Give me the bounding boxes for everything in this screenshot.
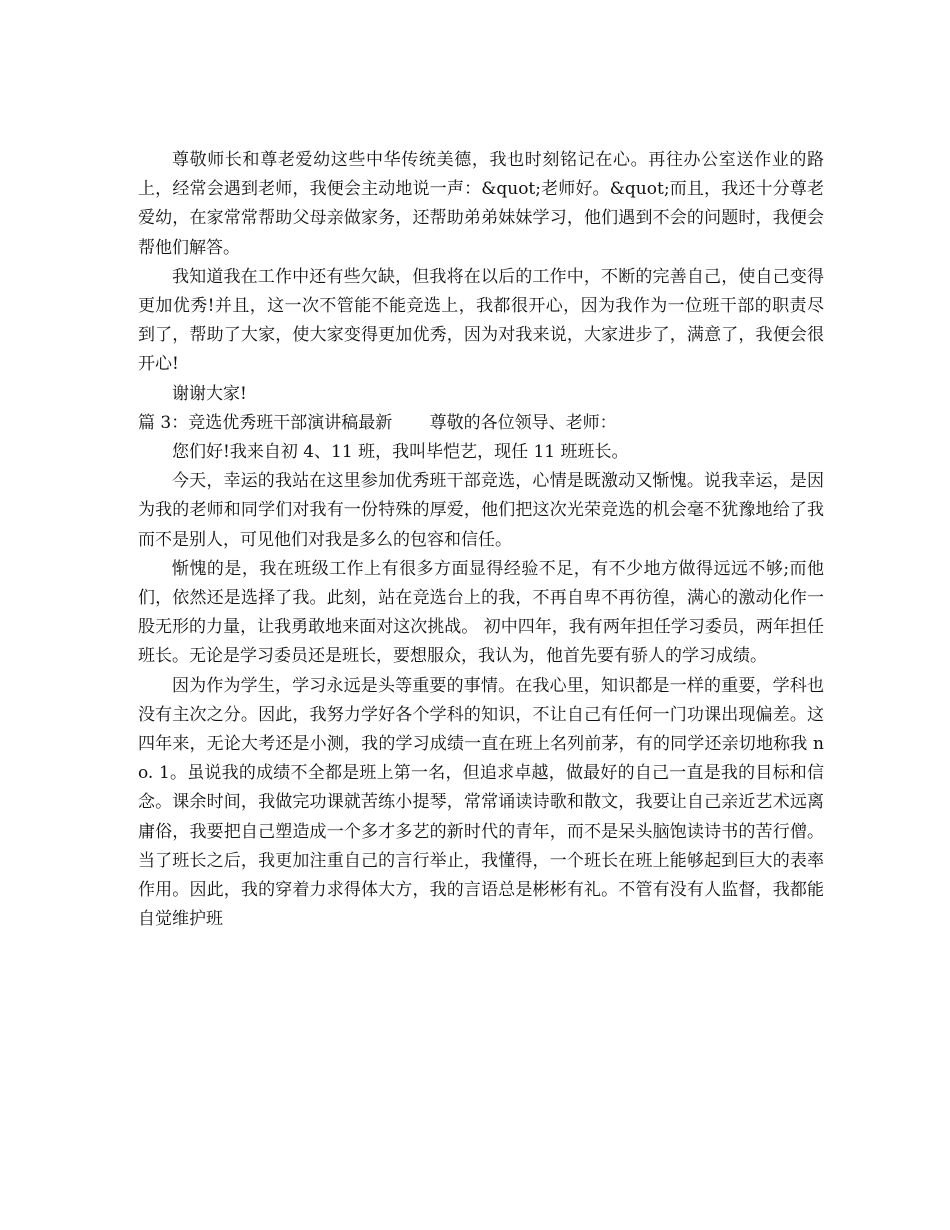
paragraph: 因为作为学生，学习永远是头等重要的事情。在我心里，知识都是一样的重要，学科也没有主次之分。因此，我努力学好各个学科的知识，不让自己有任何一门功课出现偏差。这四年来，无论大考还是小测，我的学习成绩一直在班上名列前茅，有的同学还亲切地称我 no. 1。虽说我的成绩不全都是班上第一名，但追求卓越，做最好的自己一直是我的目标和信念。课余时间，我做完功课就苦练小提琴，常常诵读诗歌和散文，我要让自己亲近艺术远离庸俗，我要把自己塑造成一个多才多艺的新时代的青年，而不是呆头脑饱读诗书的苦行僧。当了班长之后，我更加注重自己的言行举止，我懂得，一个班长在班上能够起到巨大的表率作用。因此，我的穿着力求得体大方，我的言语总是彬彬有礼。不管有没有人监督，我都能自觉维护班: [138, 675, 824, 930]
document-body: [138, 146, 824, 934]
paragraph: 我知道我在工作中还有些欠缺，但我将在以后的工作中，不断的完善自己，使自己变得更加优秀!并且，这一次不管能不能竞选上，我都很开心，因为我作为一位班干部的职责尽到了，帮助了大家，使大家变得更加优秀，因为对我来说，大家进步了，满意了，我便会很开心!: [138, 266, 824, 375]
section-heading-line: [138, 409, 824, 438]
section-heading: 篇 3：竞选优秀班干部演讲稿最新: [138, 412, 393, 433]
section-salutation: 尊敬的各位领导、老师：: [429, 412, 617, 433]
paragraph: 今天，幸运的我站在这里参加优秀班干部竞选，心情是既激动又惭愧。说我幸运，是因为我的老师和同学们对我有一份特殊的厚爱，他们把这次光荣竞选的机会毫不犹豫地给了我而不是别人，可见他们对我是多么的包容和信任。: [138, 471, 824, 550]
paragraph: 您们好!我来自初 4、11 班，我叫毕恺艺，现任 11 班班长。: [172, 442, 629, 463]
paragraph: 惭愧的是，我在班级工作上有很多方面显得经验不足，有不少地方做得远远不够;而他们，依然还是选择了我。此刻，站在竞选台上的我，不再自卑不再彷徨，满心的激动化作一股无形的力量，让我勇敢地来面对这次挑战。 初中四年，我有两年担任学习委员，两年担任班长。无论是学习委员还是班长，要想服众，我认为，他首先要有骄人的学习成绩。: [138, 558, 824, 667]
closing-thanks: 谢谢大家!: [172, 383, 247, 404]
paragraph: 尊敬师长和尊老爱幼这些中华传统美德，我也时刻铭记在心。再往办公室送作业的路上，经常会遇到老师，我便会主动地说一声：&quot;老师好。&quot;而且，我还十分尊老爱幼，在家常常帮助父母亲做家务，还帮助弟弟妹妹学习，他们遇到不会的问题时，我便会帮他们解答。: [138, 150, 824, 258]
